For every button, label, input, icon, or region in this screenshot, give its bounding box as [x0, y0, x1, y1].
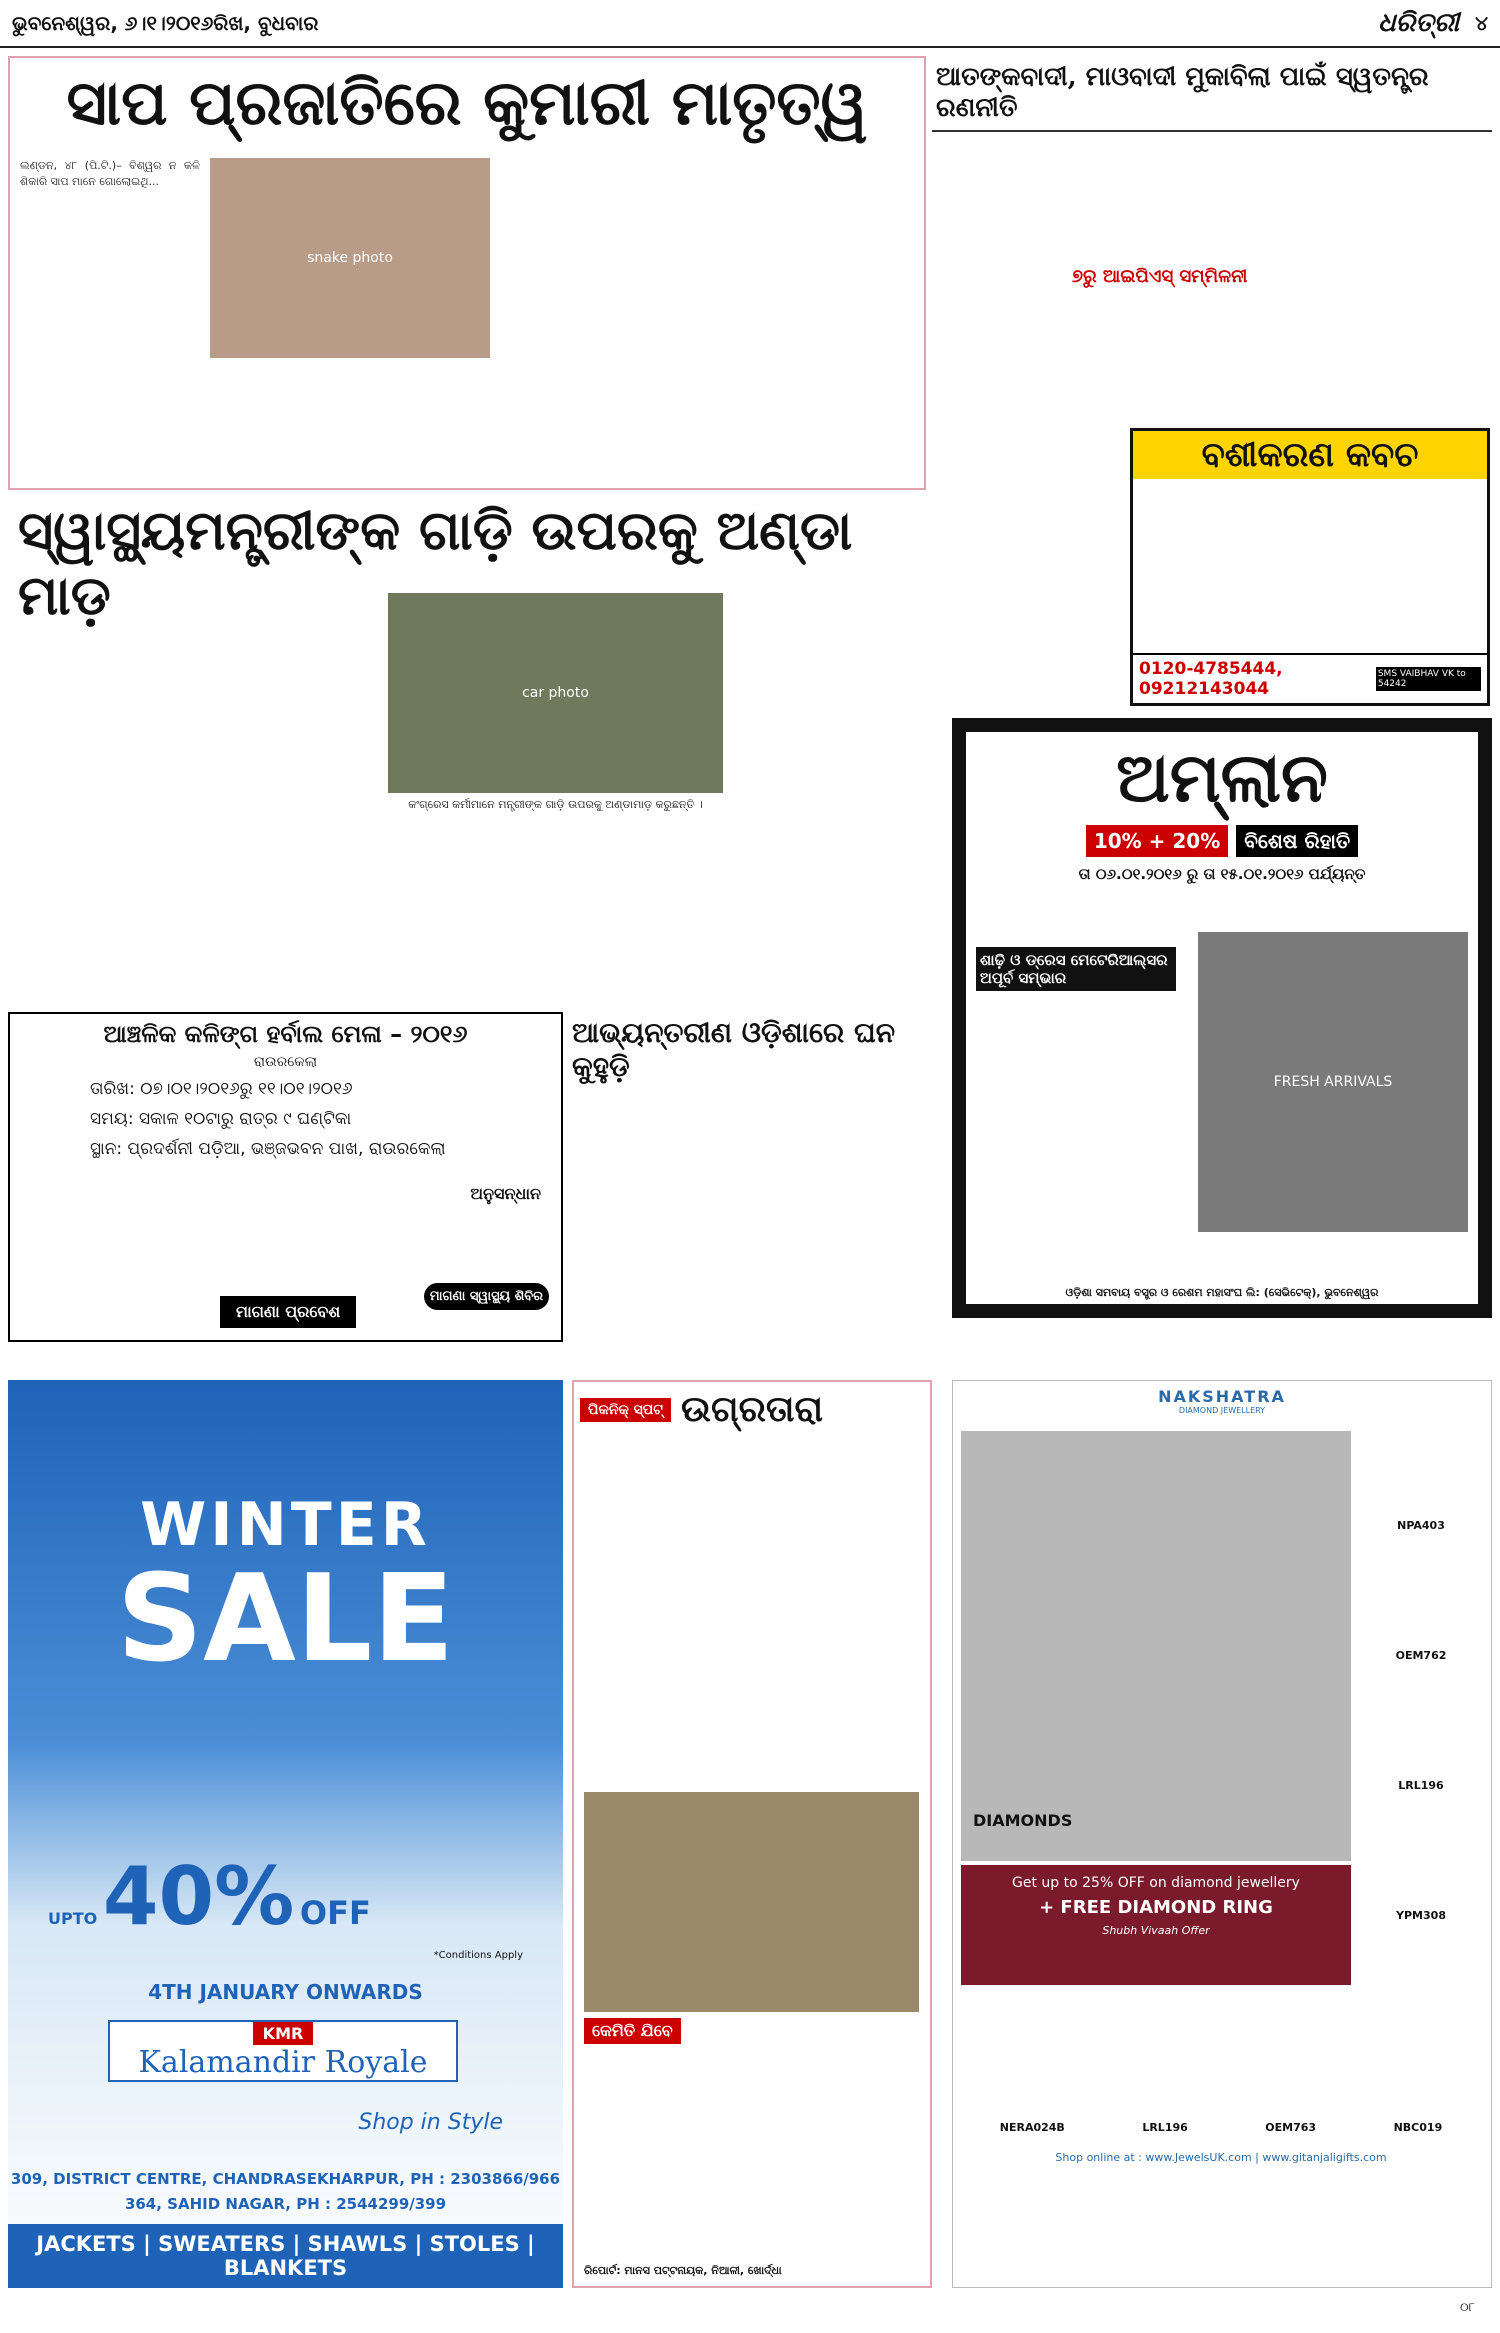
footer-page-number: ୦୮ — [1460, 2300, 1475, 2314]
story-text: ଲଣ୍ଡନ, ୪୮ (ପି.ଟି.)– ବିଶ୍ୱର ନ କଳି ଶିକାରି ସାପ ମାନେ ଗୋଲୋଇଥି... — [20, 159, 200, 188]
address-2: 364, SAHID NAGAR, PH : 2544299/399 — [124, 2195, 447, 2213]
code-nera024b: NERA024B — [999, 2121, 1065, 2134]
percent-label: 40% — [102, 1850, 295, 1943]
ad-title: ଆଞ୍ଚଳିକ କଳିଙ୍ଗ ହର୍ବାଲ ମେଳା – ୨୦୧୬ — [103, 1020, 468, 1048]
ad-title: ବଶୀକରଣ କବଚ — [1133, 431, 1487, 479]
code-nbc019: NBC019 — [1393, 2121, 1443, 2134]
ad-nakshatra — [952, 1380, 1492, 2288]
ad-offer: 10% + 20% — [1086, 825, 1228, 857]
slogan: Shop in Style — [358, 2110, 503, 2135]
code-oem762: OEM762 — [1395, 1649, 1447, 1662]
headline: ସ୍ୱାସ୍ଥ୍ୟମନ୍ତ୍ରୀଙ୍କ ଗାଡ଼ି ଉପରକୁ ଅଣ୍ଡା ମାଡ଼ — [18, 498, 853, 627]
code-oem763: OEM763 — [1265, 2121, 1317, 2134]
winter-label: WINTER — [140, 1490, 431, 1560]
products-bar: JACKETS | SWEATERS | SHAWLS | STOLES | BLANKETS — [8, 2224, 563, 2288]
byline: ରିପୋର୍ଟ: ମାନସ ପଟ୍ଟନାୟକ, ନିଆଳୀ, ଖୋର୍ଦ୍ଧା — [584, 2264, 782, 2277]
ad-vashikaran — [1130, 428, 1490, 706]
model-photo — [961, 1431, 1351, 1861]
vivaah-offer: Shubh Vivaah Offer — [1102, 1924, 1210, 1937]
ad-entry: ମାଗଣା ପ୍ରବେଶ — [220, 1296, 356, 1328]
web-links: Shop online at : www.JewelsUK.com | www.gitanjaligifts.com — [1055, 2151, 1387, 2164]
story-picnic — [572, 1380, 932, 2288]
models-photo: FRESH ARRIVALS — [1198, 932, 1468, 1232]
temple-photo — [584, 1792, 919, 2012]
photo-caption: କଂଗ୍ରେସ କର୍ମୀମାନେ ମନ୍ତ୍ରୀଙ୍କ ଗାଡ଼ି ଉପରକୁ ଅଣ୍ଡାମାଡ଼ କରୁଛନ୍ତି । — [408, 798, 703, 811]
story-eggs — [8, 498, 926, 998]
upto-label: UPTO — [48, 1909, 98, 1928]
ad-brand: ଅମ୍ଲାନ — [1116, 738, 1328, 818]
ad-dates: ତା ୦୬.୦୧.୨୦୧୬ ରୁ ତା ୧୫.୦୧.୨୦୧୬ ପର୍ଯ୍ୟନ୍ତ — [1078, 865, 1366, 883]
ad-tagline: ଶାଢ଼ି ଓ ଡ୍ରେସ ମେଟେରିଆଲ୍ସର ଅପୂର୍ବ ସମ୍ଭାର — [976, 947, 1176, 991]
brand-sub: DIAMOND JEWELLERY — [1178, 1406, 1266, 1415]
snake-photo: snake photo — [210, 158, 490, 358]
code-ypm308: YPM308 — [1396, 1909, 1446, 1922]
ad-contact-label: ଅନୁସନ୍ଧାନ — [470, 1184, 541, 1203]
code-lrl196-2: LRL196 — [1142, 2121, 1188, 2134]
onwards: 4TH JANUARY ONWARDS — [148, 1980, 423, 2004]
diamonds-label: DIAMONDS — [973, 1811, 1073, 1830]
ad-time: ସମୟ: ସକାଳ ୧୦ଟାରୁ ରାତ୍ର ୯ ଘଣ୍ଟିକା — [90, 1109, 352, 1129]
ad-kmr — [8, 1380, 563, 2288]
ad-amlan — [952, 718, 1492, 1318]
ad-footer: ଓଡ଼ିଶା ସମବାୟ ବସ୍ତ୍ର ଓ ରେଶମ ମହାସଂଘ ଲି: (ସେଭିଟେକ୍), ଭୁବନେଶ୍ୱର — [1065, 1286, 1379, 1299]
page-number: ୪ — [1475, 11, 1488, 35]
page-header — [0, 0, 1500, 48]
car-photo: car photo — [388, 593, 723, 793]
dateline: ଭୁବନେଶ୍ୱର, ୬।୧।୨୦୧୬ରିଖ, ବୁଧବାର — [12, 11, 319, 35]
story-terror — [932, 56, 1492, 466]
ad-phone: 0120-4785444, 09212143044 — [1139, 659, 1283, 699]
story-fog — [572, 1012, 932, 1342]
code-npa403: NPA403 — [1397, 1519, 1445, 1532]
ad-camp: ମାଗଣା ସ୍ୱାସ୍ଥ୍ୟ ଶିବିର — [424, 1283, 549, 1310]
offer-text: Get up to 25% OFF on diamond jewellery — [1012, 1875, 1300, 1891]
kmr-logo: KMR — [253, 2022, 314, 2045]
brand: Kalamandir Royale — [138, 2045, 428, 2080]
off-label: OFF — [299, 1894, 371, 1932]
headline: ସାପ ପ୍ରଜାତିରେ କୁମାରୀ ମାତୃତ୍ୱ — [66, 66, 868, 139]
free-ring: + FREE DIAMOND RING — [1039, 1897, 1273, 1918]
ad-offer-label: ବିଶେଷ ରିହାତି — [1236, 825, 1358, 857]
subhead: ୭ରୁ ଆଇପିଏସ୍ ସମ୍ମିଳନୀ — [1072, 266, 1248, 287]
how-to-go-label: କେମିତି ଯିବେ — [584, 2018, 681, 2044]
ad-place: ସ୍ଥାନ: ପ୍ରଦର୍ଶନୀ ପଡ଼ିଆ, ଭଞ୍ଜଭବନ ପାଖ, ରାଉରକେଲା — [90, 1139, 446, 1159]
ad-kalinga — [8, 1012, 563, 1342]
story-snake — [8, 56, 926, 490]
code-lrl196: LRL196 — [1398, 1779, 1444, 1792]
ad-sms: SMS VAIBHAV VK to 54242 — [1376, 667, 1481, 691]
headline: ଆଭ୍ୟନ୍ତରୀଣ ଓଡ଼ିଶାରେ ଘନ କୁହୁଡ଼ି — [572, 1016, 895, 1083]
ad-date: ତାରିଖ: ୦୭।୦୧।୨୦୧୬ରୁ ୧୧।୦୧।୨୦୧୬ — [90, 1079, 353, 1099]
ad-venue-city: ରାଉରକେଲା — [253, 1054, 318, 1070]
sale-label: SALE — [116, 1550, 455, 1689]
headline: ଆତଙ୍କବାଦୀ, ମାଓବାଦୀ ମୁକାବିଲା ପାଇଁ ସ୍ୱତନ୍ତ୍ର ରଣନୀତି — [932, 56, 1492, 132]
conditions: *Conditions Apply — [433, 1950, 523, 1961]
newspaper-logo: ଧରିତ୍ରୀ — [1377, 7, 1460, 38]
picnic-tag: ପିକନିକ୍ ସ୍ପଟ୍ — [580, 1398, 671, 1422]
address-1: 309, DISTRICT CENTRE, CHANDRASEKHARPUR, PH : 2303866/966 — [10, 2170, 561, 2188]
headline: ଉଗ୍ରତାରା — [681, 1388, 824, 1430]
brand: NAKSHATRA — [1158, 1387, 1286, 1406]
